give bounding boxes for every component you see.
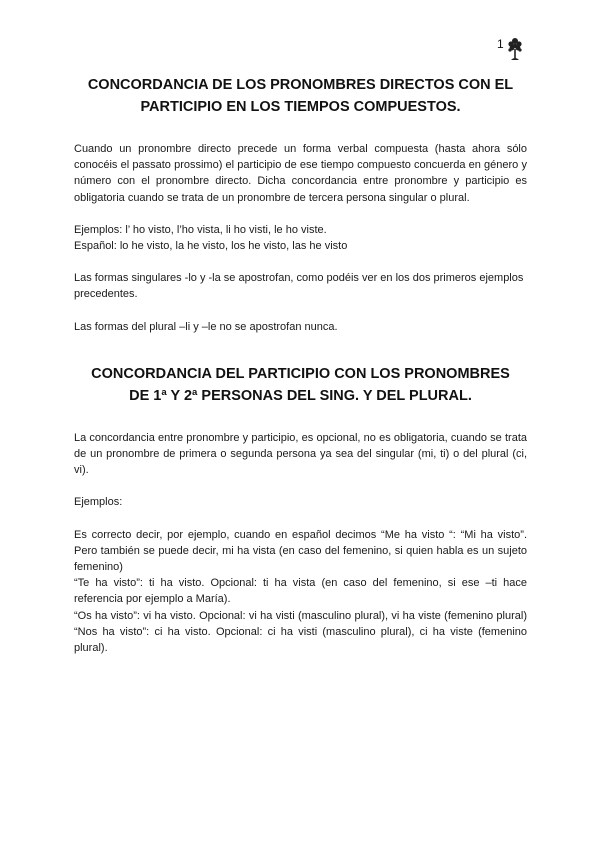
example-me-ha-visto: Es correcto decir, por ejemplo, cuando en español decimos “Me ha visto “: “Mi ha visto”. Pero también se puede decir, mi ha vista (en caso del femenino, si quien habla es un sujeto femenino) <box>74 528 527 574</box>
section1-examples <box>74 222 527 254</box>
section1-title-line1: CONCORDANCIA DE LOS PRONOMBRES DIRECTOS CON EL <box>87 77 514 93</box>
document-body <box>74 74 527 656</box>
section1-intro-paragraph: Cuando un pronombre directo precede un forma verbal compuesta (hasta ahora sólo conocéis el passato prossimo) el participio de ese tiempo compuesto concuerda en género y número con el pronombre directo. Dicha concordancia entre pronombre y participio es obligatoria cuando se trata de un pronombre de tercera persona singular o plural. <box>74 143 527 204</box>
examples-spanish: Español: lo he visto, la he visto, los he visto, las he visto <box>74 240 348 253</box>
section1-title <box>74 74 527 118</box>
page-number: 1 <box>497 37 504 51</box>
section1-title-line2: PARTICIPIO EN LOS TIEMPOS COMPUESTOS. <box>140 99 461 115</box>
section2-title <box>74 363 527 407</box>
example-te-ha-visto: “Te ha visto”: ti ha visto. Opcional: ti ha vista (en caso del femenino, si ese –ti hace referencia por ejemplo a María). <box>74 577 527 606</box>
plural-note-paragraph: Las formas del plural –li y –le no se apostrofan nunca. <box>74 320 338 333</box>
section2-intro-paragraph: La concordancia entre pronombre y participio, es opcional, no es obligatoria, cuando se trata de un pronombre de primera o segunda persona ya sea del singular (mi, ti) o del plural (ci, vi). <box>74 431 527 477</box>
section2-examples <box>74 527 527 657</box>
section2-examples-label: Ejemplos: <box>74 496 123 509</box>
tree-logo-icon <box>506 36 524 64</box>
examples-italian: Ejemplos: l’ ho visto, l’ho vista, li ho visti, le ho viste. <box>74 223 327 236</box>
singular-note-paragraph: Las formas singulares -lo y -la se apostrofan, como podéis ver en los dos primeros ejemplos precedentes. <box>74 272 524 301</box>
section2-title-line2: DE 1ª Y 2ª PERSONAS DEL SING. Y DEL PLURAL. <box>129 387 472 404</box>
example-os-nos-ha-visto: “Os ha visto”: vi ha visto. Opcional: vi ha visti (masculino plural), vi ha viste (femenino plural) “Nos ha visto”: ci ha visto. Opcional: ci ha visti (masculino plural), ci ha viste (femenino plural). <box>74 609 527 655</box>
section2-title-line1: CONCORDANCIA DEL PARTICIPIO CON LOS PRONOMBRES <box>91 365 510 382</box>
